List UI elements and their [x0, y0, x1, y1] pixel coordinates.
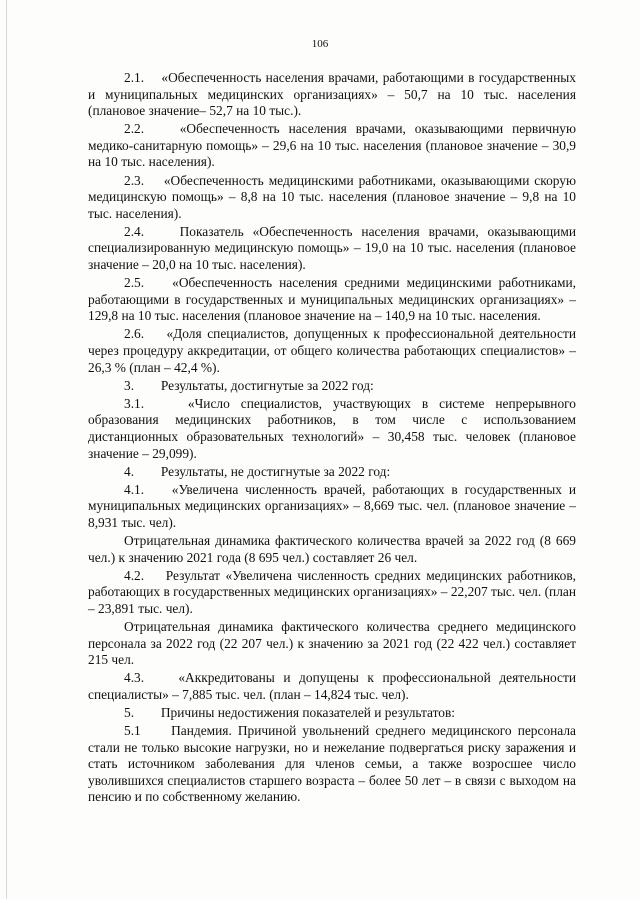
paragraph-4-2: 4.2. Результат «Увеличена численность средних медицинских работников, работающих в государственных медицинских организациях» – 22,207 тыс. чел. (план – 23,891 тыс. чел). [88, 567, 576, 616]
paragraph-2-1: 2.1. «Обеспеченность населения врачами, работающими в государственных и муниципальных медицинских организациях» – 50,7 на 10 тыс. населения (плановое значение– 52,7 на 10 тыс.). [88, 70, 576, 119]
paragraph-2-3: 2.3. «Обеспеченность медицинскими работниками, оказывающими скорую медицинскую помощь» – 8,8 на 10 тыс. населения (плановое значение – 9,8 на 10 тыс. населения). [88, 172, 576, 221]
scan-edge [6, 0, 7, 899]
paragraph-nurses-dynamics: Отрицательная динамика фактического количества среднего медицинского персонала за 2022 год (22 207 чел.) к значению за 2021 год (22 422 чел.) составляет 215 чел. [88, 619, 576, 668]
paragraph-2-6: 2.6. «Доля специалистов, допущенных к профессиональной деятельности через процедуру аккредитации, от общего количества работающих специалистов» – 26,3 % (план – 42,4 %). [88, 326, 576, 375]
section-4-heading: 4. Результаты, не достигнутые за 2022 год: [124, 463, 391, 479]
paragraph-4-1: 4.1. «Увеличена численность врачей, работающих в государственных и муниципальных медицинских организациях» – 8,669 тыс. чел. (плановое значение – 8,931 тыс. чел). [88, 481, 576, 530]
paragraph-2-5: 2.5. «Обеспеченность населения средними медицинскими работниками, работающими в государственных и муниципальных медицинских организациях» – 129,8 на 10 тыс. населения (плановое значение на – 140,9 на 10 тыс. населения. [88, 275, 576, 324]
section-5-heading: 5. Причины недостижения показателей и результатов: [124, 704, 456, 720]
paragraph-4-3: 4.3. «Аккредитованы и допущены к профессиональной деятельности специалисты» – 7,885 тыс. чел. (план – 14,824 тыс. чел). [88, 670, 576, 702]
page-number: 106 [311, 38, 329, 50]
paragraph-2-4: 2.4. Показатель «Обеспеченность населения врачами, оказывающими специализированную медицинскую помощь» – 19,0 на 10 тыс. населения (плановое значение – 20,0 на 10 тыс. населения). [88, 223, 576, 273]
paragraph-3-1: 3.1. «Число специалистов, участвующих в системе непрерывного образования медицинских работников, в том числе с использованием дистанционных образовательных технологий» – 30,458 тыс. человек (плановое значение – 29,099). [88, 395, 576, 461]
paragraph-5-1: 5.1 Пандемия. Причиной увольнений среднего медицинского персонала стали не только высокие нагрузки, но и нежелание подвергаться риску заражения и стать источником заболевания для членов семьи, а также возросшее число уволившихся специалистов старшего возраста – более 50 лет – в связи с выходом на пенсию и по собственному желанию. [88, 723, 576, 805]
document-body [88, 70, 576, 808]
section-3-heading: 3. Результаты, достигнутые за 2022 год: [124, 377, 374, 393]
paragraph-2-2: 2.2. «Обеспеченность населения врачами, оказывающими первичную медико-санитарную помощь» – 29,6 на 10 тыс. населения (плановое значение – 30,9 на 10 тыс. населения). [88, 121, 576, 170]
paragraph-doctors-dynamics: Отрицательная динамика фактического количества врачей за 2022 год (8 669 чел.) к значению 2021 года (8 695 чел.) составляет 26 чел. [88, 533, 576, 565]
